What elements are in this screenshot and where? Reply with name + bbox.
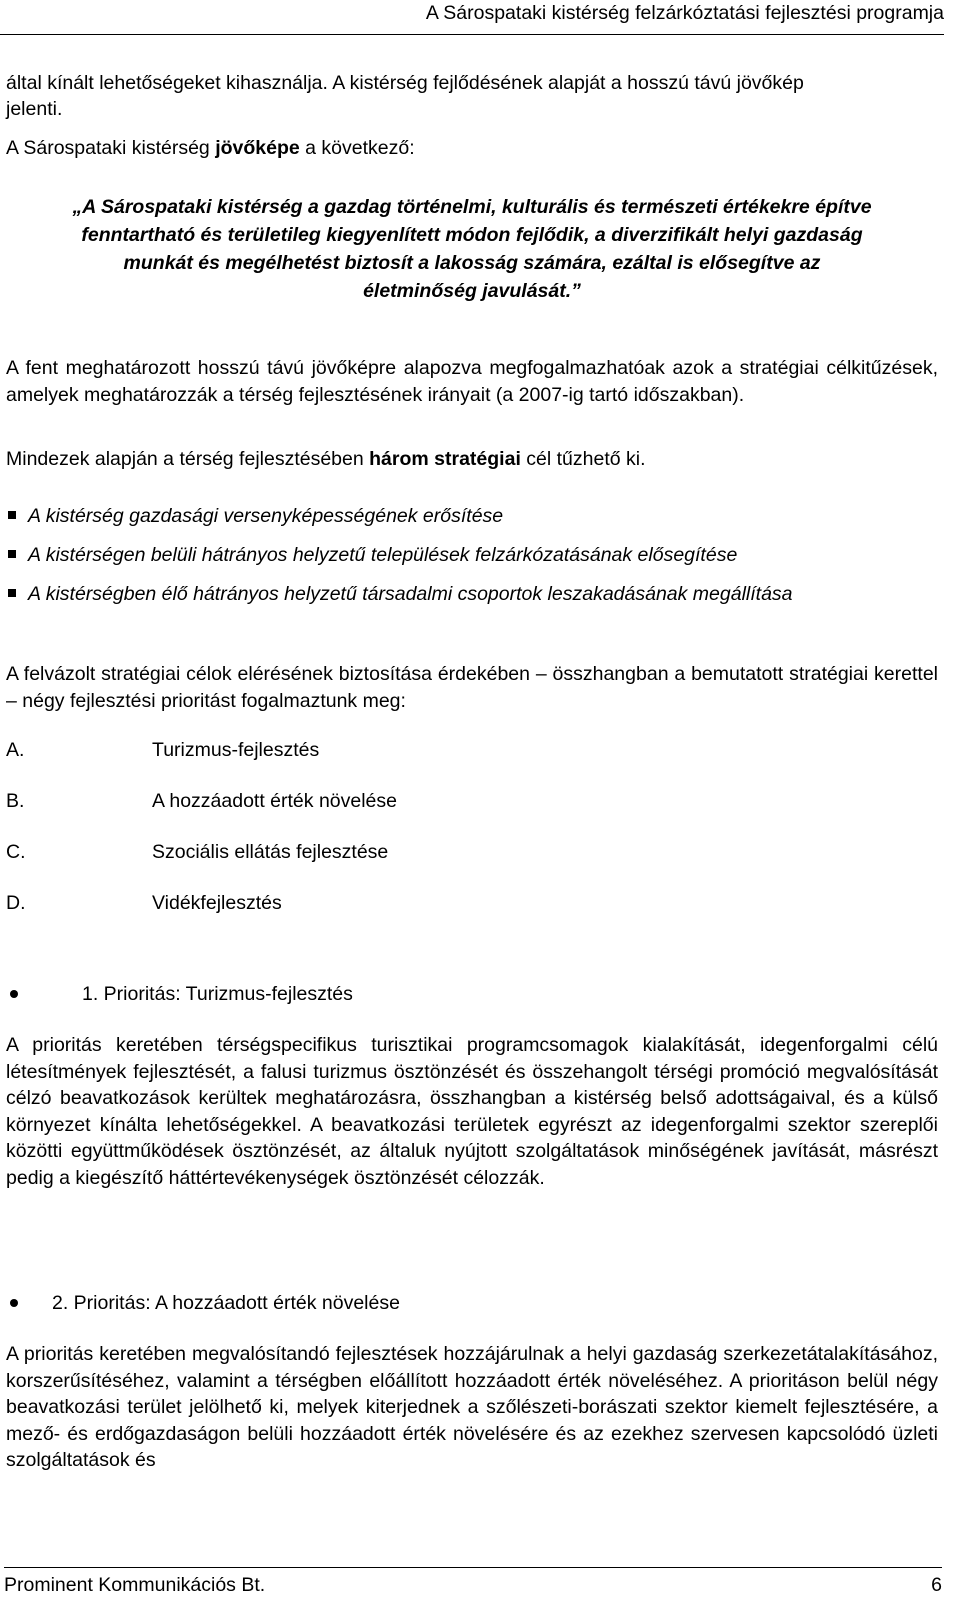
- goal-text: A kistérségben élő hátrányos helyzetű társadalmi csoportok leszakadásának megállítása: [28, 582, 793, 605]
- priority-2-heading: [6, 1290, 938, 1316]
- vision-line-3: munkát és megélhetést biztosít a lakosság számára, ezáltal is elősegítve az: [123, 252, 821, 274]
- vision-intro-text: A Sárospataki kistérség: [6, 137, 216, 159]
- list-item: [6, 737, 938, 788]
- priority-1-heading: [6, 981, 938, 1007]
- goal-text: A kistérségen belüli hátrányos helyzetű települések felzárkózatásának elősegítése: [28, 543, 738, 566]
- intro-line-2: jelenti.: [6, 98, 63, 120]
- priority-name: Szociális ellátás fejlesztése: [152, 841, 389, 863]
- goal-text: A kistérség gazdasági versenyképességének erősítése: [28, 504, 504, 527]
- vision-intro: [6, 135, 938, 161]
- square-bullet-icon: [8, 511, 16, 519]
- priority-name: Turizmus-fejlesztés: [152, 739, 320, 761]
- strategic-goals-list: [6, 496, 938, 613]
- vision-statement: [6, 193, 938, 305]
- priority-letter: B.: [6, 790, 25, 812]
- priority-name: Vidékfejlesztés: [152, 892, 282, 914]
- vision-line-1: „A Sárospataki kistérség a gazdag történelmi, kulturális és természeti értékekre építve: [72, 196, 872, 218]
- list-item: [6, 496, 938, 535]
- list-item: [6, 574, 938, 613]
- bullet-dot-icon: [10, 990, 18, 998]
- three-goals-sentence: [6, 446, 938, 472]
- priority-2-text: A prioritás keretében megvalósítandó fejlesztések hozzájárulnak a helyi gazdaság szerkezetátalakításához, korszerűsítéséhez, valamint a térségben előállított hozzáadott érték növeléséhez. A prioritáson belül négy beavatkozási terület jelölhető ki, melyek kiterjednek a szőlészeti-borászati szektor kiemelt fejlesztésére, a mező- és erdőgazdaságon belüli hozzáadott érték növelésére és az ezekhez szervesen kapcsolódó üzleti szolgáltatások és: [6, 1343, 938, 1471]
- list-item: [6, 535, 938, 574]
- priority-letter: C.: [6, 841, 26, 863]
- intro-block: [6, 70, 938, 122]
- header-title: A Sárospataki kistérség felzárkóztatási fejlesztési programja: [425, 2, 944, 24]
- page-number: 6: [931, 1574, 942, 1596]
- bullet-dot-icon: [10, 1299, 18, 1307]
- footer-company: Prominent Kommunikációs Bt.: [4, 1574, 266, 1596]
- priority-1-title: 1. Prioritás: Turizmus-fejlesztés: [82, 983, 353, 1005]
- list-item: [6, 890, 938, 941]
- goals-sentence-text-end: cél tűzhető ki.: [520, 448, 646, 470]
- priority-name: A hozzáadott érték növelése: [152, 790, 397, 812]
- page-header: [0, 0, 944, 35]
- priorities-list: [6, 737, 938, 941]
- list-item: [6, 839, 938, 890]
- vision-line-2: fenntartható és területileg kiegyenlített módon fejlődik, a diverzifikált helyi gazdaság: [81, 224, 863, 246]
- page-footer: [4, 1567, 942, 1602]
- list-item: [6, 788, 938, 839]
- strategy-paragraph: A fent meghatározott hosszú távú jövőképre alapozva megfogalmazhatóak azok a stratégiai célkitűzések, amelyek meghatározzák a térség fejlesztésének irányait (a 2007-ig tartó időszakban).: [6, 357, 938, 406]
- priority-letter: A.: [6, 739, 25, 761]
- square-bullet-icon: [8, 589, 16, 597]
- vision-line-4: életminőség javulását.”: [363, 280, 581, 302]
- intro-line-1: által kínált lehetőségeket kihasználja. A kistérség fejlődésének alapját a hosszú távú jövőkép: [6, 72, 804, 94]
- priority-2-title: 2. Prioritás: A hozzáadott érték növelése: [52, 1292, 400, 1314]
- priorities-intro: A felvázolt stratégiai célok elérésének biztosítása érdekében – összhangban a bemutatott stratégiai kerettel – négy fejlesztési prioritást fogalmaztunk meg:: [6, 663, 938, 712]
- priority-letter: D.: [6, 892, 26, 914]
- square-bullet-icon: [8, 550, 16, 558]
- priority-1-text: A prioritás keretében térségspecifikus turisztikai programcsomagok kialakítását, idegenforgalmi célú létesítmények fejlesztését, a falusi turizmus ösztönzését és összehangolt térségi promóció megvalósítását célzó beavatkozások kerültek meghatározásra, összhangban a kistérség belső adottságaival, és a külső környezet kínálta lehetőségekkel. A beavatkozási területek egyrészt az idegenforgalmi szektor szereplői közötti együttműködések ösztönzését, az általuk nyújtott szolgáltatások minőségének javítását, másrészt pedig a kiegészítő háttértevékenységek ösztönzését célozzák.: [6, 1034, 938, 1189]
- goals-sentence-bold: három stratégiai: [369, 448, 521, 470]
- goals-sentence-text: Mindezek alapján a térség fejlesztésében: [6, 448, 370, 470]
- vision-intro-bold: jövőképe: [215, 137, 300, 159]
- vision-intro-text-end: a következő:: [299, 137, 415, 159]
